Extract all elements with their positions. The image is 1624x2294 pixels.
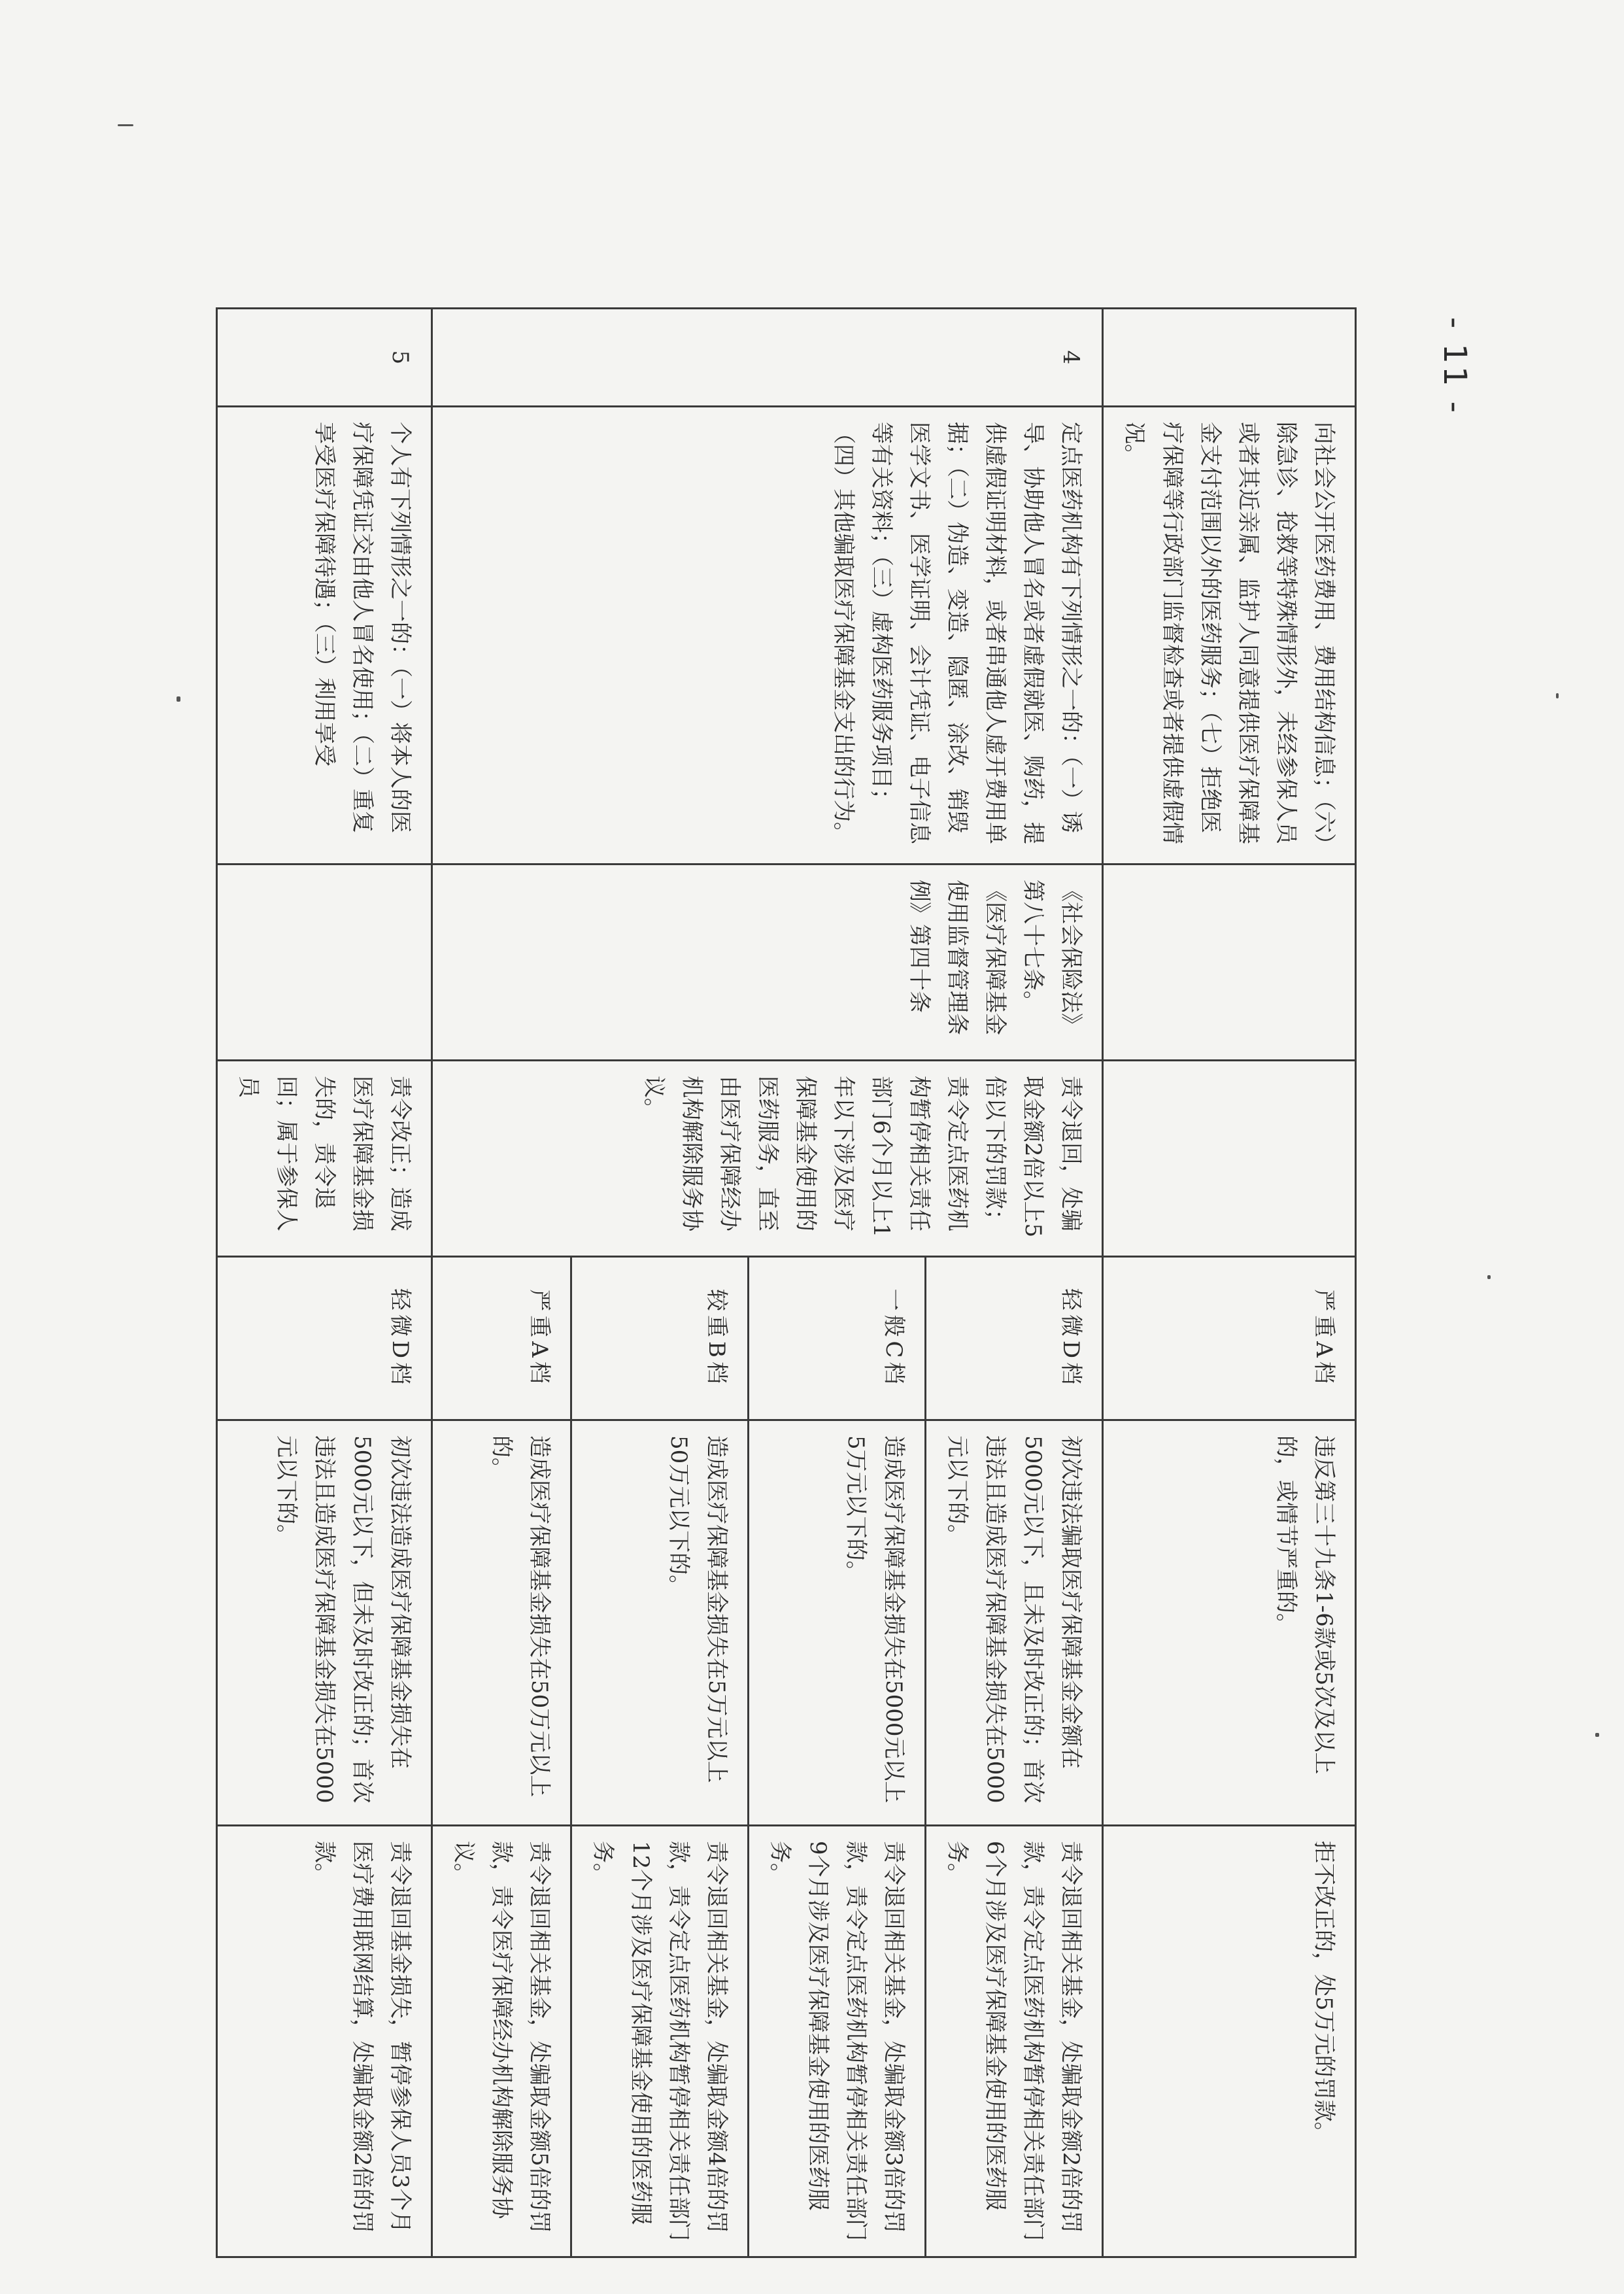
grade-cell: 较重B档 [571, 1257, 749, 1420]
situation-cell: 个人有下列情形之一的：（一）将本人的医疗保障凭证交由他人冒名使用；（二）重复享受医疗保障待遇；（三）利用享受 [217, 407, 432, 865]
scan-speck [1595, 1733, 1599, 1737]
condition-cell: 违反第三十九条1-6款或5次及以上的，或情节严重的。 [1103, 1420, 1356, 1826]
row-number: 4 [432, 309, 1103, 407]
measure-cell: 责令退回基金损失，暂停参保人员3个月医疗费用联网结算，处骗取金额2倍的罚款。 [217, 1826, 432, 2257]
grade-cell: 严重A档 [432, 1257, 571, 1420]
grade-cell: 严重A档 [1103, 1257, 1356, 1420]
condition-cell: 造成医疗保障基金损失在5万元以上50万元以下的。 [571, 1420, 749, 1826]
scan-speck [1556, 693, 1559, 698]
scan-speck [118, 124, 133, 126]
basis-cell [217, 865, 432, 1061]
measure-cell: 责令退回相关基金，处骗取金额5倍的罚款，责令医疗保障经办机构解除服务协议。 [432, 1826, 571, 2257]
measure-cell: 拒不改正的，处5万元的罚款。 [1103, 1826, 1356, 2257]
grade-cell: 轻微D档 [926, 1257, 1103, 1420]
table-row [1103, 309, 1356, 2257]
basis-cell: 《社会保险法》第八十七条。《医疗保障基金使用监督管理条例》第四十条 [432, 865, 1103, 1061]
measure-cell: 责令退回相关基金，处骗取金额4倍的罚款，责令定点医药机构暂停相关责任部门12个月涉及医疗保障基金使用的医药服务。 [571, 1826, 749, 2257]
row-number: 5 [217, 309, 432, 407]
table-body [217, 309, 1356, 2257]
penalty-table [216, 307, 1357, 2258]
table-row [926, 309, 1103, 2257]
grade-cell: 一般C档 [749, 1257, 926, 1420]
basis-cell [1103, 865, 1356, 1061]
provision-cell: 责令改正；造成医疗保障基金损失的，责令退回；属于参保人员 [217, 1061, 432, 1257]
condition-cell: 初次违法骗取医疗保障基金金额在5000元以下，且未及时改正的；首次违法且造成医疗保障基金损失在5000元以下的。 [926, 1420, 1103, 1826]
scan-speck [1487, 1275, 1491, 1279]
condition-cell: 初次违法造成医疗保障基金损失在5000元以下，但未及时改正的；首次违法且造成医疗保障基金损失在5000元以下的。 [217, 1420, 432, 1826]
grade-cell: 轻微D档 [217, 1257, 432, 1420]
condition-cell: 造成医疗保障基金损失在50万元以上的。 [432, 1420, 571, 1826]
measure-cell: 责令退回相关基金，处骗取金额2倍的罚款，责令定点医药机构暂停相关责任部门6个月涉及医疗保障基金使用的医药服务。 [926, 1826, 1103, 2257]
condition-cell: 造成医疗保障基金损失在5000元以上5万元以下的。 [749, 1420, 926, 1826]
table-row [217, 309, 432, 2257]
provision-cell: 责令退回，处骗取金额2倍以上5倍以下的罚款；责令定点医药机构暂停相关责任部门6个月以上1年以下涉及医疗保障基金使用的医药服务，直至由医疗保障经办机构解除服务协议。 [432, 1061, 1103, 1257]
provision-cell [1103, 1061, 1356, 1257]
situation-cell: 向社会公开医药费用、费用结构信息；（六）除急诊、抢救等特殊情形外，未经参保人员或者其近亲属、监护人同意提供医疗保障基金支付范围以外的医药服务；（七）拒绝医疗保障等行政部门监督检查或者提供虚假情况。 [1103, 407, 1356, 865]
measure-cell: 责令退回相关基金，处骗取金额3倍的罚款，责令定点医药机构暂停相关责任部门9个月涉及医疗保障基金使用的医药服务。 [749, 1826, 926, 2257]
rotated-table-block [235, 307, 1357, 2256]
situation-cell: 定点医药机构有下列情形之一的：（一）诱导、协助他人冒名或者虚假就医、购药，提供虚假证明材料，或者串通他人虚开费用单据；（二）伪造、变造、隐匿、涂改、销毁医学文书、医学证明、会计凭证、电子信息等有关资料；（三）虚构医药服务项目；（四）其他骗取医疗保障基金支出的行为。 [432, 407, 1103, 865]
scan-speck [177, 696, 180, 702]
row-number [1103, 309, 1356, 407]
page-number: - 11 - [1436, 317, 1474, 416]
